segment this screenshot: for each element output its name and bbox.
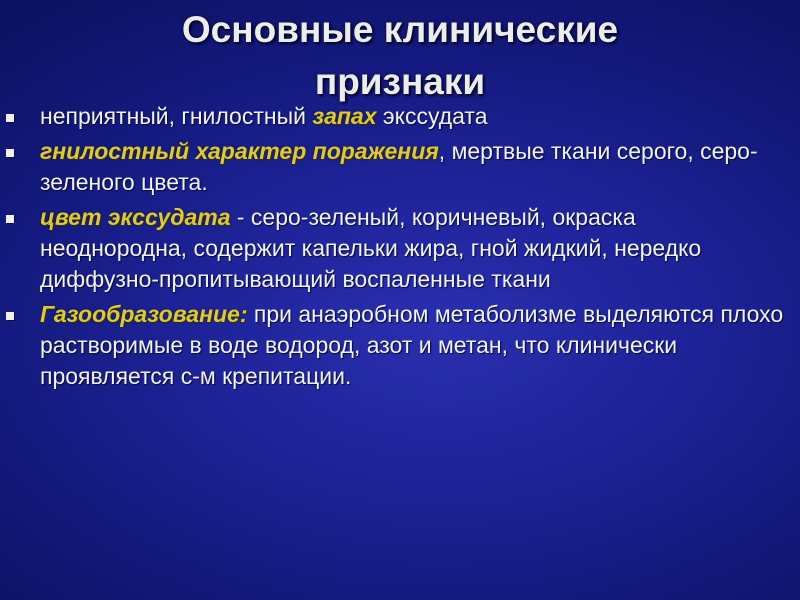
- bullet-text: неприятный, гнилостный: [40, 103, 313, 129]
- square-bullet-icon: [6, 149, 14, 157]
- highlighted-term: Газообразование:: [40, 301, 248, 327]
- bullet-text: экссудата: [376, 103, 488, 129]
- highlighted-term: цвет экссудата: [40, 204, 231, 230]
- bullet-item-odor: [0, 101, 800, 132]
- slide-title-line-1: Основные клинические: [181, 9, 619, 50]
- bullet-item-lesion: [0, 136, 800, 198]
- bullet-text: - серо-зеленый, коричневый, окраска неоднородна, содержит капельки жира, гной жидкий, нередко диффузно-пропитывающий воспаленные ткани: [40, 204, 702, 292]
- bullet-item-gas-formation: [0, 299, 800, 392]
- square-bullet-icon: [6, 312, 14, 320]
- highlighted-term: гнилостный характер поражения: [40, 138, 439, 164]
- bullet-text: , мертвые ткани серого, серо-зеленого цвета.: [40, 138, 758, 195]
- slide-title: [60, 4, 740, 108]
- bullet-list: [0, 101, 800, 396]
- slide-title-line-2: признаки: [314, 61, 486, 102]
- square-bullet-icon: [6, 215, 14, 223]
- highlighted-term: запах: [312, 103, 377, 129]
- bullet-text: при анаэробном метаболизме выделяются плохо растворимые в воде водород, азот и метан, что клинически проявляется с-м крепитации.: [40, 301, 784, 389]
- bullet-item-exudate-color: [0, 202, 800, 295]
- square-bullet-icon: [6, 114, 14, 122]
